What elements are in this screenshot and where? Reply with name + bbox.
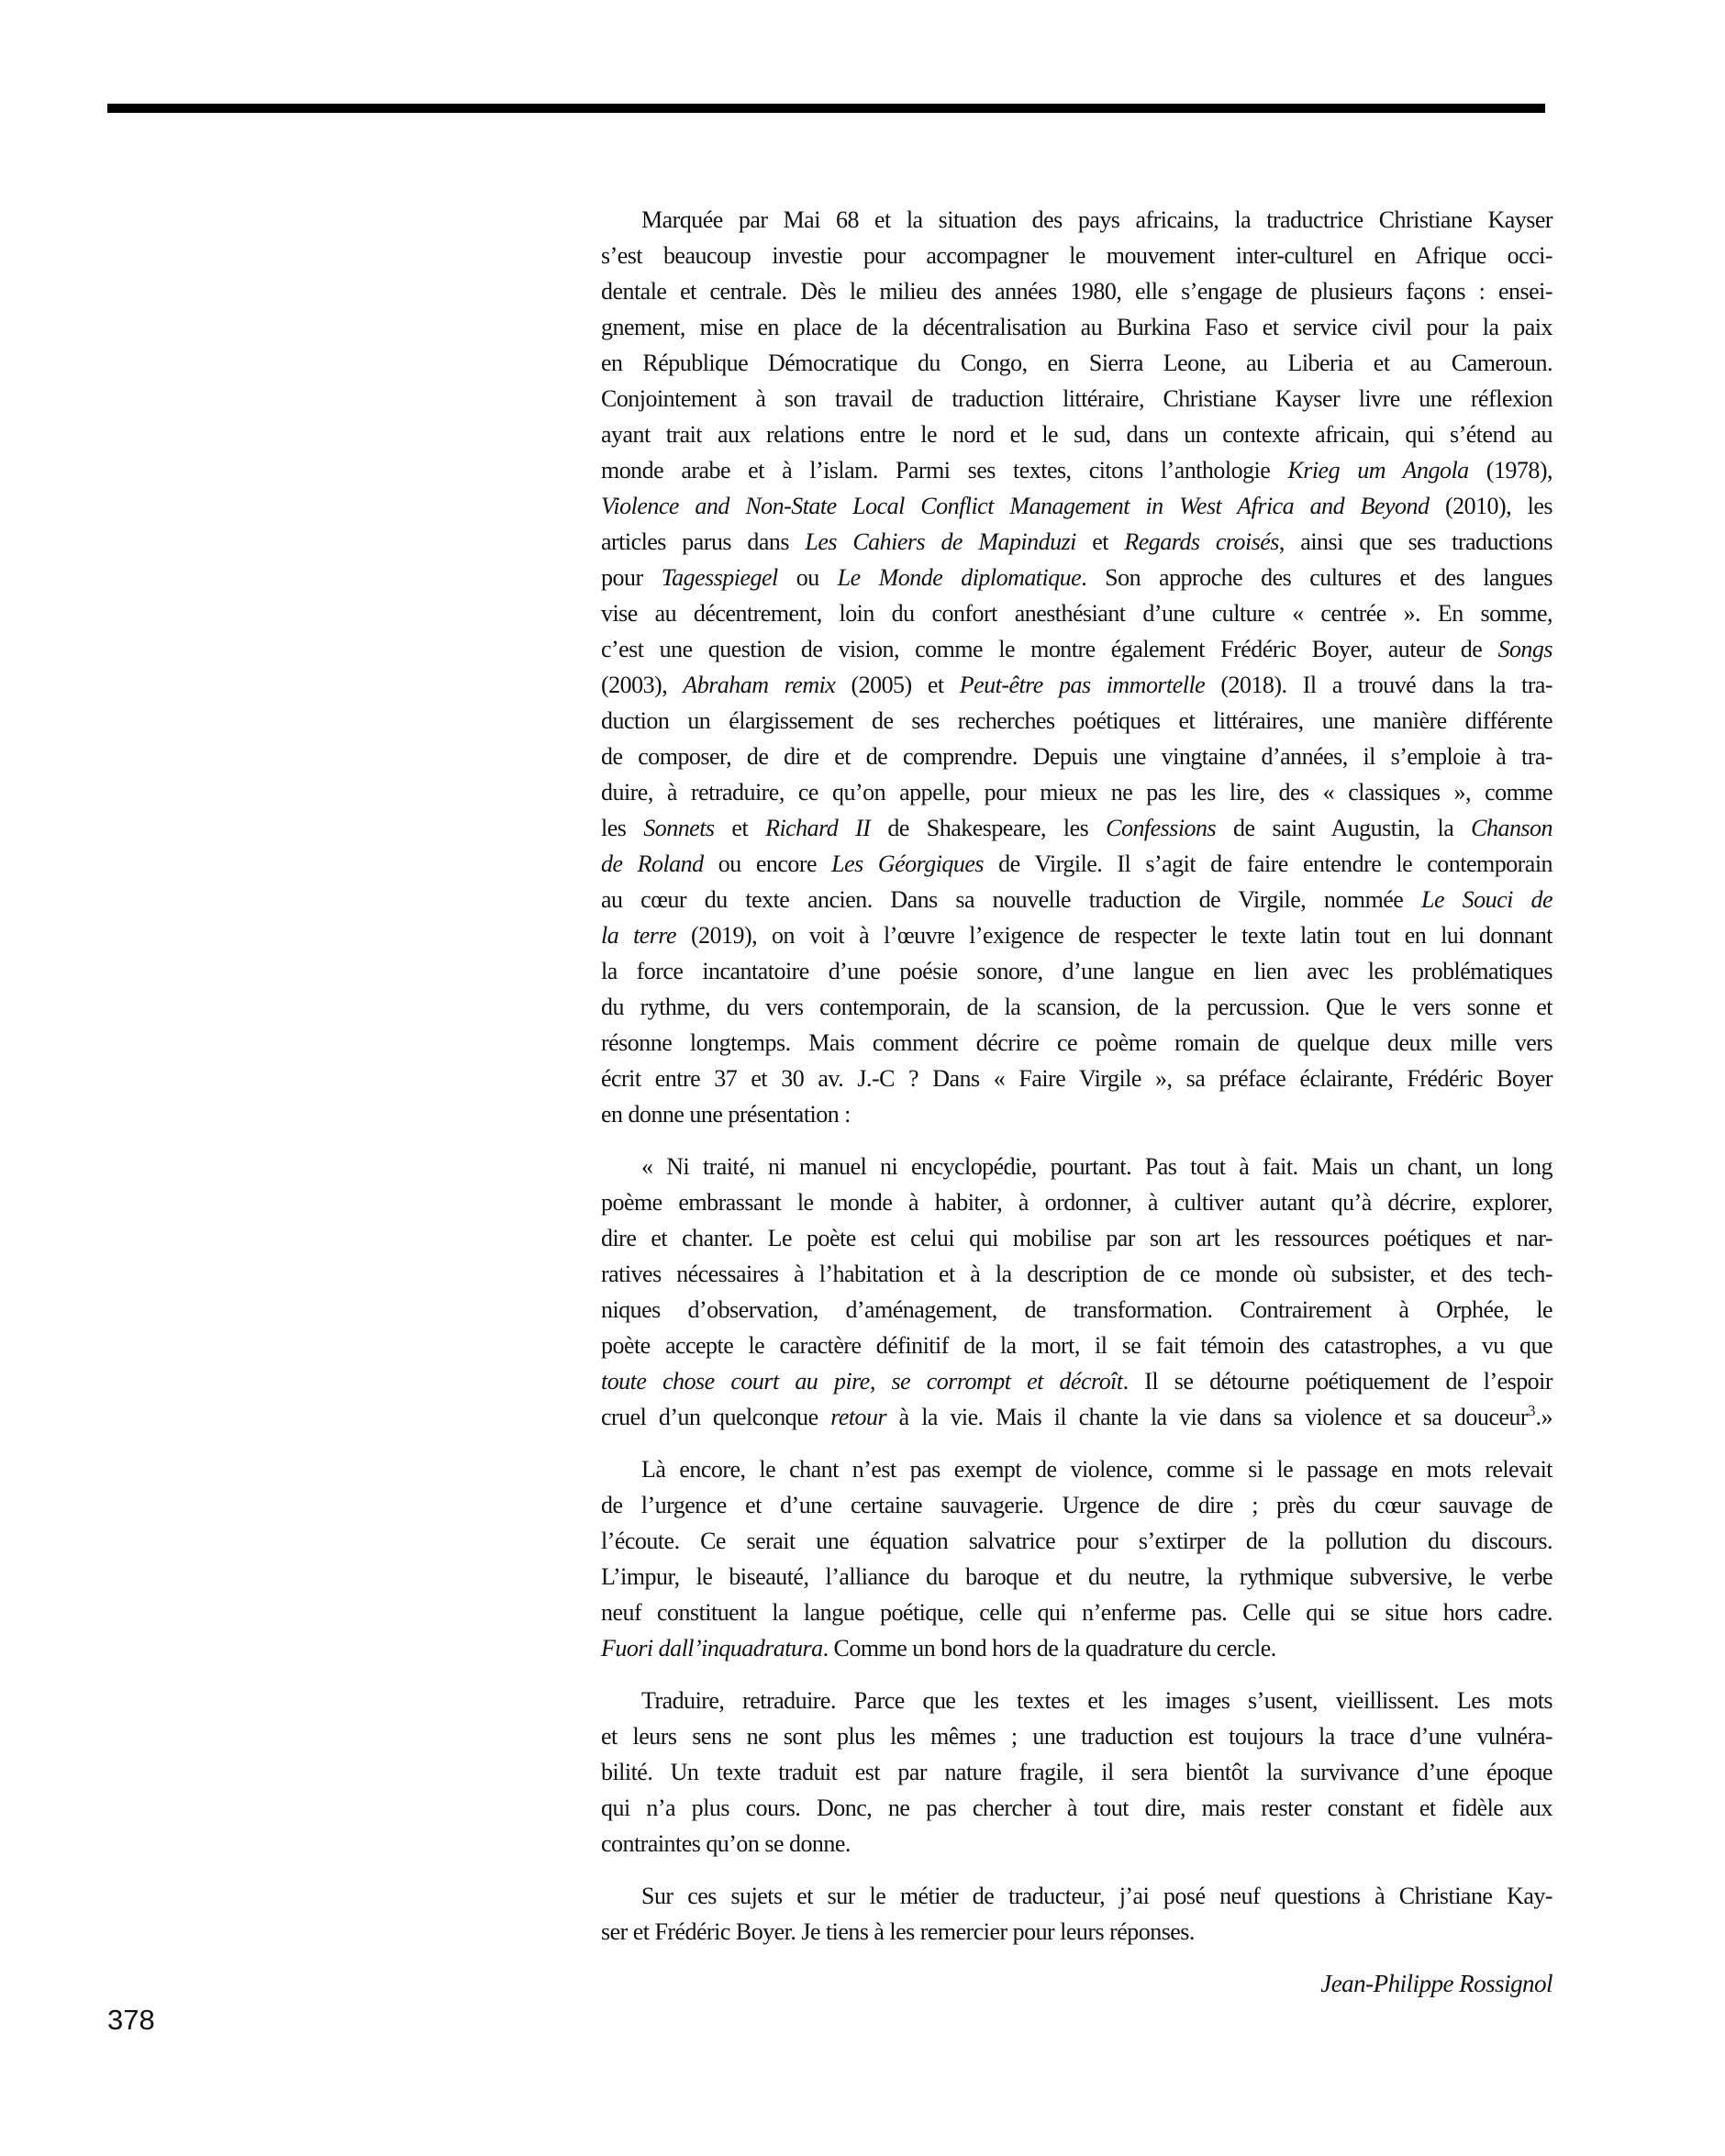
text-line: ayant trait aux relations entre le nord et le sud, dans un contexte africain, qui s’étend au [601, 421, 1552, 448]
paragraph [601, 1683, 1552, 1861]
paragraph [601, 1149, 1552, 1435]
text-line: dire et chanter. Le poète est celui qui mobilise par son art les ressources poétiques et nar- [601, 1225, 1552, 1251]
text-line: (2003), Abraham remix (2005) et Peut-être pas immortelle (2018). Il a trouvé dans la tra- [601, 672, 1553, 698]
text-line: Marquée par Mai 68 et la situation des pays africains, la traductrice Christiane Kayser [641, 206, 1552, 233]
text-line: Fuori dall’inquadratura. Comme un bond hors de la quadrature du cercle. [601, 1635, 1276, 1661]
top-rule [107, 104, 1545, 113]
text-line: poème embrassant le monde à habiter, à ordonner, à cultiver autant qu’à décrire, explorer, [601, 1189, 1552, 1216]
page-number: 378 [107, 2004, 155, 2036]
text-line: neuf constituent la langue poétique, celle qui n’enferme pas. Celle qui se situe hors cadre. [601, 1599, 1552, 1626]
text-line: la force incantatoire d’une poésie sonore, d’une langue en lien avec les problématiques [601, 958, 1552, 984]
text-line: duire, à retraduire, ce qu’on appelle, pour mieux ne pas les lire, des « classiques », comme [601, 779, 1552, 806]
text-line: s’est beaucoup investie pour accompagner le mouvement inter-culturel en Afrique occi- [601, 242, 1552, 269]
text-line: Conjointement à son travail de traduction littéraire, Christiane Kayser livre une réflexion [601, 385, 1552, 412]
text-line: les Sonnets et Richard II de Shakespeare, les Confessions de saint Augustin, la Chanson [601, 815, 1552, 841]
paragraph [601, 202, 1552, 1132]
text-line: articles parus dans Les Cahiers de Mapinduzi et Regards croisés, ainsi que ses traductions [601, 528, 1552, 555]
text-line: Traduire, retraduire. Parce que les textes et les images s’usent, vieillissent. Les mots [641, 1687, 1552, 1714]
text-line: écrit entre 37 et 30 av. J.-C ? Dans « Faire Virgile », sa préface éclairante, Frédéric Boyer [601, 1065, 1552, 1092]
text-line: au cœur du texte ancien. Dans sa nouvelle traduction de Virgile, nommée Le Souci de [601, 886, 1552, 913]
paragraph [601, 1878, 1552, 1950]
text-line: c’est une question de vision, comme le montre également Frédéric Boyer, auteur de Songs [601, 636, 1552, 662]
text-line: en donne une présentation : [601, 1101, 851, 1128]
text-line: du rythme, du vers contemporain, de la scansion, de la percussion. Que le vers sonne et [601, 994, 1552, 1020]
text-line: vise au décentrement, loin du confort anesthésiant d’une culture « centrée ». En somme, [601, 600, 1552, 627]
text-line: de composer, de dire et de comprendre. Depuis une vingtaine d’années, il s’emploie à tra- [601, 743, 1552, 770]
text-line: duction un élargissement de ses recherches poétiques et littéraires, une manière différente [601, 707, 1552, 734]
text-line: résonne longtemps. Mais comment décrire ce poème romain de quelque deux mille vers [601, 1029, 1552, 1056]
paragraph [601, 1451, 1552, 1666]
text-line: cruel d’un quelconque retour à la vie. Mais il chante la vie dans sa violence et sa douceur$^3$.» [601, 1402, 1552, 1430]
text-line: qui n’a plus cours. Donc, ne pas chercher à tout dire, mais rester constant et fidèle aux [601, 1795, 1552, 1821]
text-line: gnement, mise en place de la décentralisation au Burkina Faso et service civil pour la paix [601, 314, 1552, 340]
text-line: ser et Frédéric Boyer. Je tiens à les remercier pour leurs réponses. [601, 1918, 1195, 1945]
text-line: niques d’observation, d’aménagement, de transformation. Contrairement à Orphée, le [601, 1296, 1552, 1323]
text-line: Sur ces sujets et sur le métier de traducteur, j’ai posé neuf questions à Christiane Kay- [641, 1883, 1552, 1909]
text-line: de Roland ou encore Les Géorgiques de Virgile. Il s’agit de faire entendre le contemporain [601, 850, 1552, 877]
text-line: Là encore, le chant n’est pas exempt de violence, comme si le passage en mots relevait [641, 1456, 1552, 1483]
text-line: poète accepte le caractère définitif de la mort, il se fait témoin des catastrophes, a vu que [601, 1332, 1552, 1359]
text-line: et leurs sens ne sont plus les mêmes ; une traduction est toujours la trace d’une vulnéra- [601, 1723, 1552, 1750]
paragraphs-container [601, 202, 1552, 1950]
text-line: L’impur, le biseauté, l’alliance du baroque et du neutre, la rythmique subversive, le verbe [601, 1563, 1552, 1590]
text-line: bilité. Un texte traduit est par nature fragile, il sera bientôt la survivance d’une époque [601, 1759, 1552, 1785]
text-line: dentale et centrale. Dès le milieu des années 1980, elle s’engage de plusieurs façons : ensei- [601, 278, 1552, 305]
text-line: en République Démocratique du Congo, en Sierra Leone, au Liberia et au Cameroun. [601, 350, 1552, 376]
text-line: Violence and Non-State Local Conflict Management in West Africa and Beyond (2010), les [601, 493, 1552, 519]
author-signature: Jean-Philippe Rossignol [1320, 1970, 1552, 1997]
text-line: « Ni traité, ni manuel ni encyclopédie, pourtant. Pas tout à fait. Mais un chant, un long [641, 1153, 1552, 1180]
text-line: de l’urgence et d’une certaine sauvagerie. Urgence de dire ; près du cœur sauvage de [601, 1492, 1552, 1518]
text-line: l’écoute. Ce serait une équation salvatrice pour s’extirper de la pollution du discours. [601, 1528, 1552, 1554]
text-line: contraintes qu’on se donne. [601, 1830, 851, 1857]
text-line: pour Tagesspiegel ou Le Monde diplomatique. Son approche des cultures et des langues [601, 564, 1552, 591]
text-line: ratives nécessaires à l’habitation et à la description de ce monde où subsister, et des tech- [601, 1261, 1552, 1287]
text-block [601, 202, 1552, 2002]
text-line: la terre (2019), on voit à l’œuvre l’exigence de respecter le texte latin tout en lui donnant [601, 922, 1553, 949]
text-line: monde arabe et à l’islam. Parmi ses textes, citons l’anthologie Krieg um Angola (1978), [601, 457, 1552, 483]
text-line: toute chose court au pire, se corrompt et décroît. Il se détourne poétiquement de l’espoir [601, 1368, 1552, 1395]
